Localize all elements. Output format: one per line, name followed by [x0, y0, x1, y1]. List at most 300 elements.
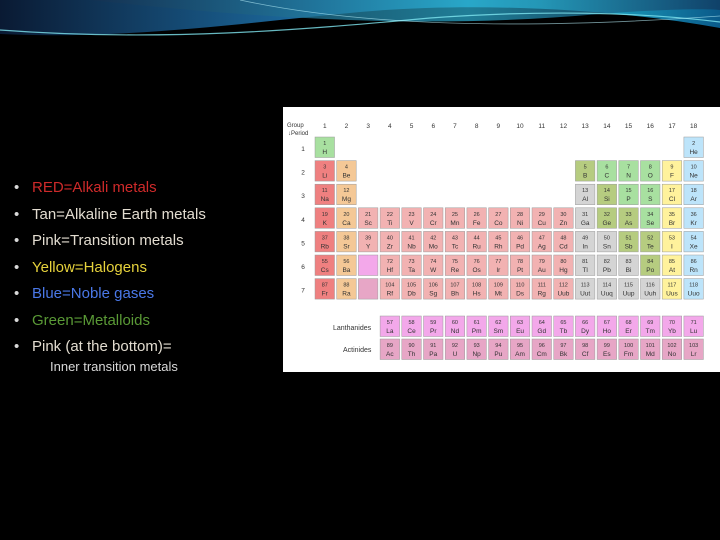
element-number: 55	[321, 259, 328, 265]
element-number: 17	[668, 188, 676, 195]
element-symbol: I	[671, 243, 673, 251]
element-cell	[597, 161, 617, 182]
element-number: 80	[560, 259, 567, 265]
element-number: 8	[648, 164, 652, 171]
group-number: 15	[624, 123, 633, 130]
element-number: 52	[647, 235, 654, 242]
bullet-text: Green=Metalloids	[32, 311, 150, 329]
element-cell	[489, 279, 509, 300]
element-cell	[619, 316, 639, 337]
element-number: 88	[343, 282, 350, 289]
element-cell	[489, 316, 509, 337]
element-cell	[424, 279, 444, 300]
element-cell	[597, 255, 617, 276]
element-symbol: Ar	[690, 196, 697, 204]
element-symbol: Md	[645, 351, 655, 358]
element-number: 9	[670, 164, 674, 171]
element-cell	[315, 279, 335, 300]
element-cell	[380, 208, 400, 229]
element-cell-box	[358, 279, 378, 300]
element-number: 1	[323, 141, 327, 147]
element-number: 58	[408, 320, 415, 326]
element-number: 111	[537, 282, 546, 289]
element-symbol: Tc	[451, 243, 459, 251]
bullet-text: RED=Alkali metals	[32, 179, 157, 196]
bullet-text: Tan=Alkaline Earth metals	[32, 205, 206, 223]
element-cell	[619, 231, 639, 252]
group-number: 2	[344, 123, 349, 130]
element-number: 92	[451, 343, 459, 349]
bullet-item: • Pink (at the bottom)=	[14, 338, 172, 355]
element-cell	[424, 231, 444, 252]
element-cell	[358, 231, 378, 252]
element-number: 104	[385, 282, 395, 289]
element-symbol: Na	[320, 196, 329, 204]
element-number: 72	[386, 259, 393, 265]
element-cell	[641, 255, 661, 276]
bullet-item: • Yellow=Halogens	[14, 258, 147, 276]
element-cell	[554, 339, 574, 360]
bullet-item: • RED=Alkali metals	[14, 179, 157, 196]
element-symbol: Eu	[516, 328, 525, 335]
element-symbol: Te	[646, 243, 654, 251]
element-cell	[684, 339, 704, 360]
element-cell	[641, 279, 661, 300]
element-symbol: Mt	[494, 290, 502, 298]
element-number: 103	[689, 343, 699, 349]
element-cell	[641, 184, 661, 205]
element-symbol: Fm	[623, 351, 634, 358]
element-number: 108	[472, 282, 482, 289]
element-symbol: Hf	[386, 267, 394, 274]
element-symbol: Sg	[429, 290, 438, 298]
element-symbol: Ca	[342, 219, 351, 227]
element-number: 47	[538, 235, 545, 242]
element-cell	[510, 339, 530, 360]
element-number: 71	[690, 320, 697, 326]
element-number: 95	[516, 343, 524, 349]
element-symbol: Rh	[494, 243, 503, 251]
element-symbol: Uup	[622, 290, 635, 298]
element-symbol: Er	[625, 328, 632, 335]
element-symbol: Nd	[450, 328, 460, 335]
inner-transition-subtext: Inner transition metals	[50, 359, 178, 374]
element-symbol: Cs	[320, 267, 329, 274]
element-symbol: Rg	[537, 290, 546, 298]
element-cell	[597, 339, 617, 360]
period-number: 5	[301, 240, 305, 248]
element-number: 56	[343, 259, 350, 265]
element-number: 28	[516, 211, 524, 218]
element-number: 6	[605, 164, 609, 171]
element-number: 64	[538, 320, 545, 326]
element-symbol: At	[668, 267, 676, 274]
element-number: 118	[689, 282, 699, 289]
element-number: 74	[430, 259, 437, 265]
element-cell	[510, 208, 530, 229]
element-cell	[424, 208, 444, 229]
element-number: 38	[343, 235, 350, 242]
element-symbol: Hg	[559, 267, 568, 274]
element-symbol: K	[322, 219, 327, 227]
element-cell	[467, 208, 487, 229]
element-cell	[619, 339, 639, 360]
element-symbol: In	[582, 243, 588, 251]
element-symbol: Cd	[559, 243, 568, 251]
element-symbol: F	[669, 172, 674, 180]
element-cell	[402, 208, 422, 229]
element-symbol: S	[648, 196, 653, 204]
bullet-text: Pink=Transition metals	[32, 232, 184, 249]
element-cell	[402, 339, 422, 360]
element-number: 13	[582, 188, 589, 195]
element-cell	[467, 316, 487, 337]
element-number: 77	[495, 259, 502, 265]
element-cell	[445, 316, 465, 337]
element-symbol: C	[604, 172, 610, 180]
element-cell	[402, 255, 422, 276]
element-cell	[597, 208, 617, 229]
element-number: 27	[495, 211, 502, 218]
element-cell	[619, 279, 639, 300]
element-cell	[532, 208, 552, 229]
element-symbol: Rn	[689, 267, 698, 274]
element-symbol: Pd	[516, 243, 525, 251]
element-number: 33	[625, 211, 632, 218]
group-label: Group	[287, 123, 304, 129]
element-symbol: He	[689, 149, 698, 156]
element-number: 102	[667, 343, 677, 349]
element-symbol: Fr	[321, 290, 328, 298]
element-cell	[402, 279, 422, 300]
element-number: 24	[430, 211, 437, 218]
element-number: 94	[495, 343, 502, 349]
element-number: 57	[386, 320, 393, 326]
element-cell	[445, 255, 465, 276]
element-number: 40	[386, 235, 393, 242]
element-symbol: Sm	[493, 328, 504, 335]
element-symbol: Uut	[580, 290, 591, 298]
element-symbol: Kr	[690, 219, 697, 227]
element-cell	[489, 339, 509, 360]
element-symbol: Uub	[557, 290, 570, 298]
element-number: 96	[538, 343, 545, 349]
element-cell	[619, 255, 639, 276]
element-cell	[402, 231, 422, 252]
group-number: 4	[388, 123, 392, 130]
element-symbol: Dy	[581, 328, 590, 335]
group-number: 14	[603, 123, 611, 130]
element-number: 86	[690, 259, 697, 265]
element-symbol: Th	[407, 351, 416, 358]
element-cell	[575, 255, 595, 276]
element-symbol: Lu	[690, 328, 698, 335]
group-number: 18	[690, 123, 698, 130]
element-cell-box	[358, 255, 378, 276]
element-number: 99	[603, 343, 610, 349]
group-number: 7	[453, 123, 457, 130]
element-symbol: Np	[472, 351, 481, 358]
bullet-text: Pink (at the bottom)=	[32, 338, 172, 355]
element-symbol: B	[582, 172, 588, 180]
element-number: 16	[647, 188, 654, 195]
element-cell	[380, 339, 400, 360]
element-number: 109	[493, 282, 503, 289]
element-number: 2	[692, 141, 696, 147]
element-number: 68	[625, 320, 632, 326]
element-symbol: No	[667, 351, 677, 358]
group-number: 16	[646, 123, 654, 130]
element-symbol: Hs	[472, 290, 481, 298]
element-number: 69	[647, 320, 654, 326]
element-number: 22	[386, 211, 393, 218]
element-symbol: Re	[450, 267, 460, 274]
element-number: 42	[430, 235, 437, 242]
group-number: 11	[538, 123, 546, 130]
element-number: 31	[582, 211, 589, 218]
element-symbol: Fe	[472, 219, 481, 227]
group-number: 5	[409, 123, 414, 130]
element-cell	[662, 231, 682, 252]
element-symbol: As	[624, 219, 633, 227]
element-number: 3	[323, 164, 327, 171]
element-symbol: Ir	[496, 267, 501, 274]
element-cell	[358, 279, 378, 300]
element-symbol: Cr	[429, 219, 437, 227]
element-symbol: Ra	[342, 290, 351, 298]
element-symbol: Be	[342, 172, 351, 180]
group-number: 3	[366, 123, 370, 130]
period-number: 4	[301, 216, 305, 224]
group-number: 12	[559, 123, 568, 130]
element-cell	[575, 231, 595, 252]
bullet-item: • Pink=Transition metals	[14, 232, 184, 249]
element-cell	[358, 208, 378, 229]
element-number: 7	[627, 164, 631, 171]
element-symbol: Br	[668, 219, 676, 227]
element-symbol: Tm	[645, 328, 655, 335]
element-symbol: Pu	[494, 351, 503, 358]
element-number: 83	[625, 259, 632, 265]
bullet-text: Blue=Noble gases	[32, 285, 155, 302]
element-cell	[337, 279, 357, 300]
element-symbol: Ta	[408, 267, 415, 274]
legend-bullet-list	[14, 178, 284, 364]
element-symbol: Cl	[668, 196, 676, 204]
element-cell	[445, 279, 465, 300]
element-number: 110	[515, 282, 525, 289]
element-number: 67	[603, 320, 610, 326]
element-cell	[467, 231, 487, 252]
element-number: 11	[321, 188, 328, 195]
element-symbol: Pt	[516, 267, 524, 274]
element-symbol: Tb	[559, 328, 568, 335]
element-cell	[554, 255, 574, 276]
element-symbol: Ho	[602, 328, 612, 335]
element-number: 36	[690, 211, 697, 218]
bullet-item: • Blue=Noble gases	[14, 285, 155, 302]
element-cell	[532, 316, 552, 337]
element-number: 98	[582, 343, 589, 349]
element-number: 100	[623, 343, 634, 349]
element-cell	[337, 231, 357, 252]
element-cell	[315, 255, 335, 276]
element-symbol: Rb	[320, 243, 329, 251]
element-symbol: Cm	[536, 351, 547, 358]
element-symbol: Sb	[624, 243, 633, 251]
element-number: 18	[690, 188, 697, 195]
element-cell	[684, 279, 704, 300]
element-number: 60	[451, 320, 459, 326]
element-symbol: Yb	[667, 328, 676, 335]
element-cell	[662, 208, 682, 229]
element-cell	[575, 279, 595, 300]
element-cell	[337, 208, 357, 229]
element-number: 113	[580, 282, 590, 289]
element-symbol: Sr	[343, 243, 350, 251]
element-symbol: Ga	[580, 219, 590, 227]
element-cell	[315, 137, 335, 158]
element-number: 97	[560, 343, 567, 349]
element-symbol: Cu	[537, 219, 546, 227]
element-number: 51	[625, 235, 632, 242]
element-cell	[315, 161, 335, 182]
element-number: 78	[516, 259, 524, 265]
element-cell	[424, 339, 444, 360]
element-cell	[380, 255, 400, 276]
element-symbol: Ds	[516, 290, 525, 298]
element-cell	[532, 279, 552, 300]
element-number: 39	[365, 235, 372, 242]
element-number: 35	[668, 211, 676, 218]
element-symbol: Gd	[537, 328, 547, 335]
element-number: 93	[473, 343, 480, 349]
element-symbol: Rf	[386, 290, 394, 298]
element-symbol: Xe	[689, 243, 698, 251]
element-cell	[662, 255, 682, 276]
bullet-item: • Green=Metalloids	[14, 311, 150, 329]
element-cell	[337, 184, 357, 205]
element-cell	[467, 339, 487, 360]
element-number: 62	[495, 320, 502, 326]
element-symbol: Sc	[364, 219, 372, 227]
element-symbol: Al	[582, 196, 589, 204]
group-number: 9	[496, 123, 501, 130]
element-symbol: Ti	[387, 219, 393, 227]
element-cell	[554, 231, 574, 252]
element-symbol: O	[647, 172, 653, 180]
element-symbol: Sn	[602, 243, 611, 251]
element-number: 48	[560, 235, 567, 242]
element-cell	[662, 279, 682, 300]
element-cell	[510, 231, 530, 252]
element-number: 76	[473, 259, 480, 265]
element-number: 75	[451, 259, 459, 265]
element-cell	[662, 316, 682, 337]
element-number: 5	[583, 164, 587, 171]
element-number: 91	[430, 343, 437, 349]
element-symbol: Ge	[602, 219, 612, 227]
element-number: 23	[408, 211, 415, 218]
element-symbol: Zn	[559, 219, 568, 227]
element-cell	[402, 316, 422, 337]
element-cell	[510, 316, 530, 337]
element-number: 10	[690, 164, 697, 171]
element-symbol: Es	[603, 351, 611, 358]
element-number: 19	[321, 211, 328, 218]
header-swoosh-decoration	[0, 0, 720, 60]
element-cell	[662, 184, 682, 205]
element-symbol: Mn	[450, 219, 460, 227]
element-symbol: Uus	[666, 290, 678, 298]
element-cell	[380, 316, 400, 337]
element-number: 65	[560, 320, 567, 326]
element-cell	[489, 255, 509, 276]
periodic-table-image	[283, 107, 720, 372]
element-symbol: Y	[365, 243, 371, 251]
element-cell	[337, 161, 357, 182]
element-number: 106	[428, 282, 438, 289]
element-cell	[424, 316, 444, 337]
element-symbol: Cf	[581, 351, 589, 358]
element-symbol: U	[452, 351, 458, 358]
element-symbol: Bi	[625, 267, 632, 274]
element-cell	[684, 161, 704, 182]
element-cell	[467, 279, 487, 300]
element-number: 112	[559, 282, 568, 289]
period-number: 1	[301, 146, 305, 153]
element-cell	[641, 339, 661, 360]
element-cell	[641, 231, 661, 252]
element-number: 81	[582, 259, 589, 265]
element-number: 50	[603, 235, 610, 242]
element-number: 30	[560, 211, 567, 218]
element-cell	[575, 208, 595, 229]
element-number: 87	[321, 282, 328, 289]
actinides-label: Actinides	[343, 347, 372, 354]
element-cell	[684, 208, 704, 229]
element-cell	[662, 339, 682, 360]
period-number: 7	[301, 287, 305, 295]
group-number: 10	[516, 123, 524, 130]
element-number: 21	[365, 211, 372, 218]
element-symbol: Am	[515, 351, 525, 358]
element-symbol: V	[409, 219, 414, 227]
element-symbol: P	[626, 196, 631, 204]
element-cell	[575, 339, 595, 360]
element-cell	[662, 161, 682, 182]
element-number: 114	[602, 282, 612, 289]
element-symbol: Co	[494, 219, 503, 227]
element-cell	[532, 255, 552, 276]
element-cell	[489, 231, 509, 252]
element-number: 41	[408, 235, 415, 242]
element-cell	[510, 279, 530, 300]
element-number: 49	[582, 235, 589, 242]
element-cell	[445, 339, 465, 360]
element-number: 73	[408, 259, 415, 265]
element-cell	[445, 231, 465, 252]
lanthanides-label: Lanthanides	[333, 325, 372, 332]
element-number: 116	[645, 282, 655, 289]
element-cell	[532, 231, 552, 252]
element-number: 61	[473, 320, 480, 326]
element-symbol: Bh	[450, 290, 459, 298]
element-number: 26	[473, 211, 480, 218]
element-symbol: Nb	[407, 243, 416, 251]
element-number: 107	[450, 282, 460, 289]
element-cell	[575, 184, 595, 205]
